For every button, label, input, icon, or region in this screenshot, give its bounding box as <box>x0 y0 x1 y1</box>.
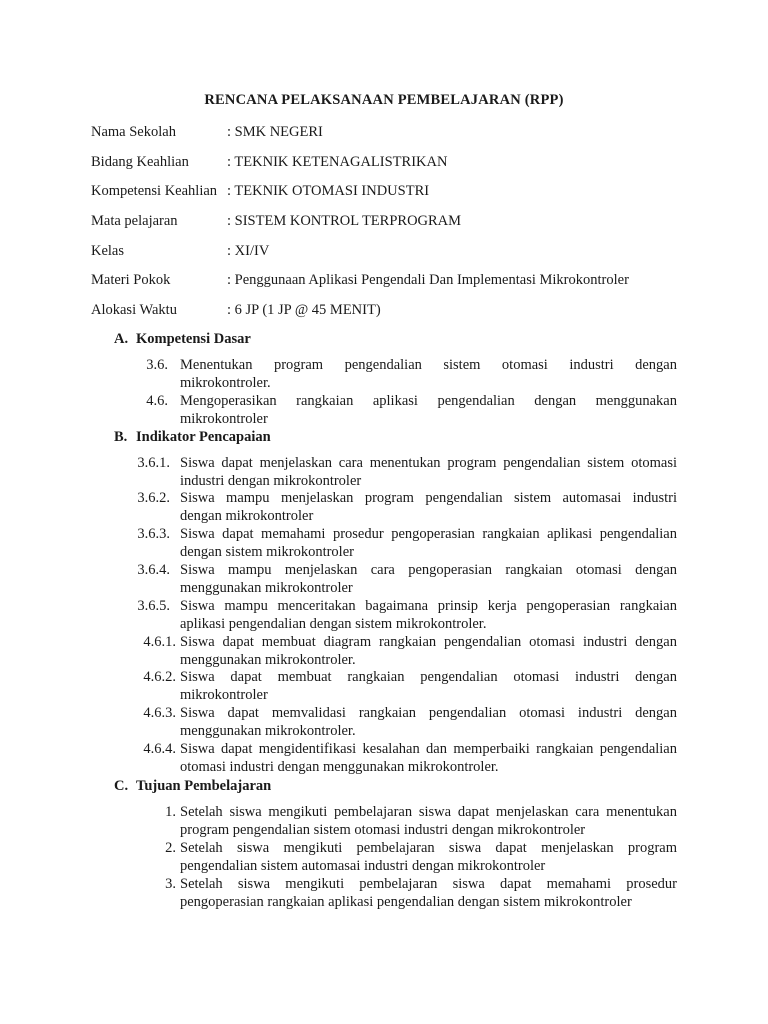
item-text: Siswa dapat memvalidasi rangkaian pengendalian otomasi industri dengan <box>180 705 677 721</box>
item-text: pengoperasian rangkaian aplikasi pengendalian dengan sistem mikrokontroler <box>180 893 632 910</box>
item-number: 3.6.2. <box>137 490 170 506</box>
identity-label: Alokasi Waktu <box>91 302 177 318</box>
identity-row-competence <box>91 181 691 201</box>
identity-row-subject <box>91 211 691 231</box>
section-heading-a: A. Kompetensi Dasar <box>114 331 251 347</box>
identity-label: Kompetensi Keahlian <box>91 183 218 199</box>
identity-value: : TEKNIK OTOMASI INDUSTRI <box>227 183 430 199</box>
identity-label: Kelas <box>91 243 125 259</box>
identity-label: Materi Pokok <box>91 272 171 288</box>
item-number: 4.6.1. <box>143 634 176 650</box>
item-number: 4.6. <box>146 393 168 409</box>
item-text: pengendalian sistem automasai industri dengan mikrokontroler <box>180 857 546 874</box>
item-number: 3.6.5. <box>137 598 170 614</box>
item-text: otomasi industri dengan menggunakan mikrokontroler. <box>180 758 499 775</box>
identity-row-school <box>91 122 691 142</box>
item-text: Siswa dapat memahami prosedur pengoperasian rangkaian aplikasi pengendalian <box>180 526 677 542</box>
identity-value: : TEKNIK KETENAGALISTRIKAN <box>227 154 448 170</box>
identity-label: Mata pelajaran <box>91 213 178 229</box>
identity-label: Nama Sekolah <box>91 124 176 140</box>
item-text: mikrokontroler <box>180 410 268 427</box>
item-number: 4.6.2. <box>143 669 176 685</box>
item-text: menggunakan mikrokontroler <box>180 579 353 596</box>
item-text: Siswa dapat membuat rangkaian pengendalian otomasi industri dengan <box>180 669 677 685</box>
item-text: dengan sistem mikrokontroler <box>180 543 354 560</box>
item-number: 1. <box>165 804 176 820</box>
item-number: 3. <box>165 876 176 892</box>
item-text: menggunakan mikrokontroler. <box>180 651 356 668</box>
identity-value: : XI/IV <box>227 243 270 259</box>
identity-row-time <box>91 300 691 320</box>
section-heading-c: C. Tujuan Pembelajaran <box>114 778 272 794</box>
item-text: Siswa dapat mengidentifikasi kesalahan dan memperbaiki rangkaian pengendalian <box>180 741 677 757</box>
item-text: Menentukan program pengendalian sistem otomasi industri dengan <box>180 357 677 373</box>
identity-row-field <box>91 152 691 172</box>
item-text: program pengendalian sistem otomasi industri dengan mikrokontroler <box>180 821 586 838</box>
item-text: Siswa dapat membuat diagram rangkaian pengendalian otomasi industri dengan <box>180 634 677 650</box>
item-text: industri dengan mikrokontroler <box>180 472 362 489</box>
item-text: Setelah siswa mengikuti pembelajaran siswa dapat memahami prosedur <box>180 876 677 892</box>
item-number: 3.6.3. <box>137 526 170 542</box>
identity-value: : SMK NEGERI <box>227 124 323 140</box>
item-number: 3.6. <box>146 357 168 373</box>
identity-value: : SISTEM KONTROL TERPROGRAM <box>227 213 462 229</box>
item-text: mikrokontroler. <box>180 374 271 391</box>
item-text: aplikasi pengendalian dengan sistem mikrokontroler. <box>180 615 487 632</box>
item-text: Siswa mampu menjelaskan program pengendalian sistem automasai industri <box>180 490 677 506</box>
item-text: menggunakan mikrokontroler. <box>180 722 356 739</box>
item-text: Siswa dapat menjelaskan cara menentukan program pengendalian sistem otomasi <box>180 455 677 471</box>
document-title: RENCANA PELAKSANAAN PEMBELAJARAN (RPP) <box>204 92 564 108</box>
item-text: Mengoperasikan rangkaian aplikasi pengendalian dengan menggunakan <box>180 393 677 409</box>
item-number: 3.6.1. <box>137 455 170 471</box>
item-number: 4.6.3. <box>143 705 176 721</box>
identity-value: : 6 JP (1 JP @ 45 MENIT) <box>227 302 381 318</box>
identity-row-class <box>91 241 691 261</box>
item-text: Siswa mampu menjelaskan cara pengoperasian rangkaian otomasi dengan <box>180 562 677 578</box>
identity-value: : Penggunaan Aplikasi Pengendali Dan Implementasi Mikrokontroler <box>227 272 629 288</box>
item-text: mikrokontroler <box>180 686 268 703</box>
identity-row-topic <box>91 270 691 290</box>
item-number: 2. <box>165 840 176 856</box>
item-text: dengan mikrokontroler <box>180 507 314 524</box>
section-heading-b: B. Indikator Pencapaian <box>114 429 271 445</box>
identity-label: Bidang Keahlian <box>91 154 189 170</box>
item-text: Setelah siswa mengikuti pembelajaran siswa dapat menjelaskan cara menentukan <box>180 804 677 820</box>
item-number: 4.6.4. <box>143 741 176 757</box>
item-number: 3.6.4. <box>137 562 170 578</box>
item-text: Siswa mampu menceritakan bagaimana prinsip kerja pengoperasian rangkaian <box>180 598 677 614</box>
item-text: Setelah siswa mengikuti pembelajaran siswa dapat menjelaskan program <box>180 840 677 856</box>
